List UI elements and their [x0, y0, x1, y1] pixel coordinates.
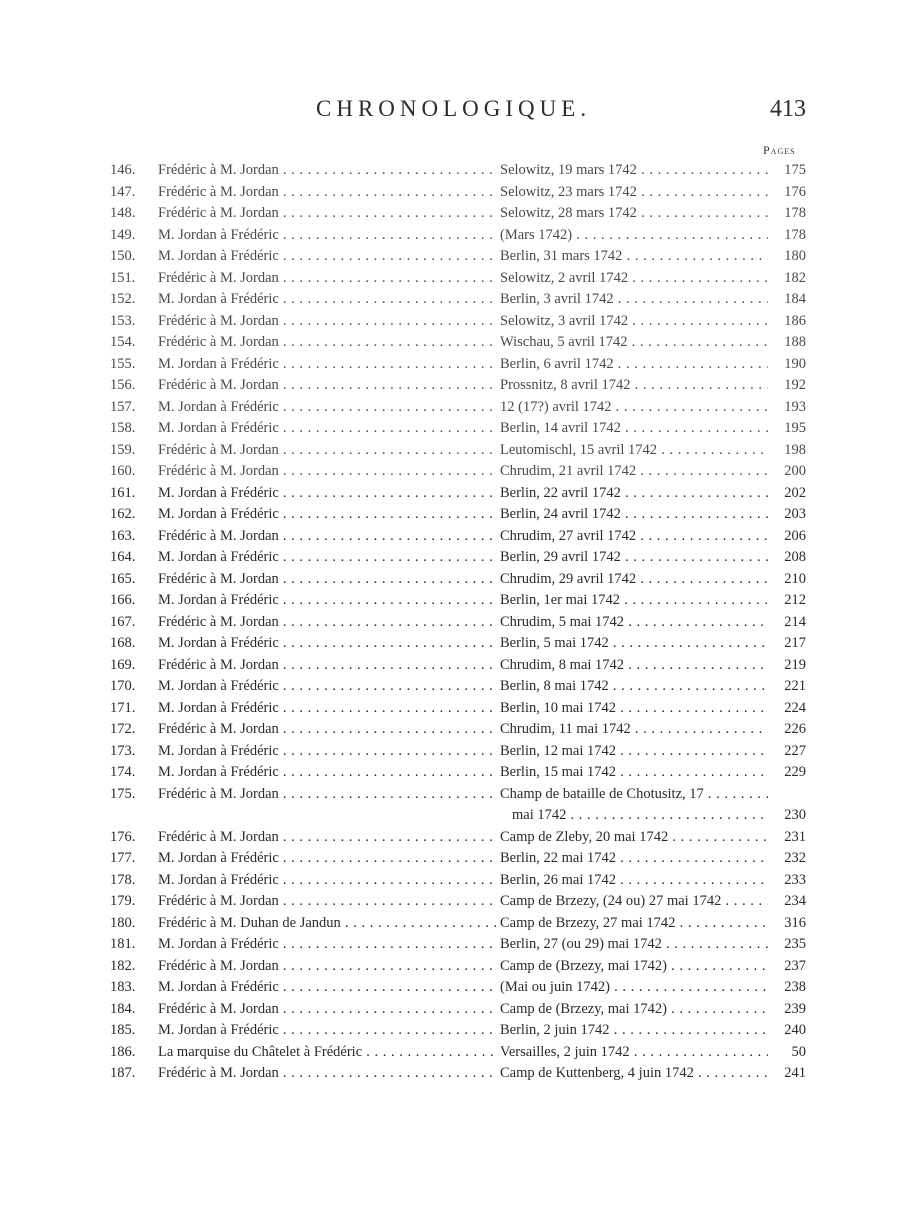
entry-number: 161. — [110, 484, 136, 501]
table-row — [0, 633, 900, 655]
letter-title: M. Jordan à Frédéric . . . — [158, 698, 496, 720]
table-row — [0, 246, 900, 268]
place-date: (Mars 1742) . . . — [500, 225, 768, 247]
entry-number: 152. — [110, 291, 136, 307]
letter-title: M. Jordan à Frédéric . . . — [158, 289, 496, 311]
table-row — [0, 483, 900, 505]
letter-title: M. Jordan à Frédéric . . . — [158, 676, 496, 698]
table-row — [0, 182, 900, 204]
table-row — [0, 784, 900, 827]
entry-number: 151. — [110, 269, 136, 286]
page-ref: 186 — [784, 312, 806, 329]
letter-title: Frédéric à M. Jordan . . . — [158, 311, 496, 333]
table-row — [0, 999, 900, 1021]
running-head — [0, 96, 900, 126]
entry-number: 148. — [110, 205, 136, 221]
table-row — [0, 504, 900, 526]
table-row — [0, 225, 900, 247]
entry-number: 178. — [110, 871, 136, 888]
entry-number: 149. — [110, 226, 136, 243]
entry-number: 162. — [110, 506, 136, 522]
page-ref: 232 — [784, 850, 806, 866]
letter-title: M. Jordan à Frédéric . . . — [158, 225, 496, 247]
place-date: Berlin, 15 mai 1742 . . . — [500, 762, 768, 784]
entry-number: 150. — [110, 248, 136, 264]
letter-title: Frédéric à M. Jordan . . . — [158, 160, 496, 182]
letter-title: M. Jordan à Frédéric . . . — [158, 977, 496, 999]
page-ref: 208 — [784, 549, 806, 565]
entry-number: 164. — [110, 549, 136, 565]
page-ref: 50 — [791, 1043, 806, 1060]
page-ref: 175 — [784, 162, 806, 178]
letter-title: Frédéric à M. Jordan . . . — [158, 612, 496, 634]
entry-number: 168. — [110, 635, 136, 651]
place-date: Berlin, 1er mai 1742 . . . — [500, 590, 768, 612]
page-ref: 198 — [784, 441, 806, 458]
table-row — [0, 1020, 900, 1042]
table-row — [0, 569, 900, 591]
letter-title: Frédéric à M. Jordan . . . — [158, 719, 496, 741]
place-date: (Mai ou juin 1742) . . . — [500, 977, 768, 999]
entry-number: 181. — [110, 936, 136, 952]
table-row — [0, 1042, 900, 1064]
table-row — [0, 332, 900, 354]
place-date: Berlin, 8 mai 1742 . . . — [500, 676, 768, 698]
page-ref: 231 — [784, 828, 806, 845]
page-ref: 234 — [784, 893, 806, 909]
entry-number: 163. — [110, 527, 136, 544]
table-row — [0, 612, 900, 634]
page-number: 413 — [770, 96, 806, 122]
page-ref: 241 — [784, 1065, 806, 1081]
table-row — [0, 956, 900, 978]
chronological-table — [0, 160, 900, 1085]
place-date: Prossnitz, 8 avril 1742 . . . — [500, 375, 768, 397]
page-ref: 180 — [784, 248, 806, 264]
entry-number: 169. — [110, 656, 136, 673]
page-ref: 238 — [784, 979, 806, 995]
entry-number: 186. — [110, 1043, 136, 1060]
table-row — [0, 741, 900, 763]
page-ref: 240 — [784, 1022, 806, 1038]
page-ref: 239 — [784, 1000, 806, 1017]
table-row — [0, 397, 900, 419]
place-date: Berlin, 26 mai 1742 . . . — [500, 870, 768, 892]
page-ref: 176 — [784, 183, 806, 200]
page-ref: 226 — [784, 721, 806, 737]
table-row — [0, 590, 900, 612]
place-date: Berlin, 14 avril 1742 . . . — [500, 418, 768, 440]
place-date: Berlin, 22 avril 1742 . . . — [500, 483, 768, 505]
page-ref: 230 — [784, 807, 806, 823]
letter-title: M. Jordan à Frédéric . . . — [158, 397, 496, 419]
entry-number: 172. — [110, 721, 136, 737]
page-ref: 190 — [784, 355, 806, 372]
page-ref: 212 — [784, 592, 806, 608]
place-date: Chrudim, 11 mai 1742 . . . — [500, 719, 768, 741]
letter-title: M. Jordan à Frédéric . . . — [158, 590, 496, 612]
place-date: Chrudim, 29 avril 1742 . . . — [500, 569, 768, 591]
letter-title: Frédéric à M. Jordan . . . — [158, 1063, 496, 1085]
entry-number: 167. — [110, 613, 136, 630]
table-row — [0, 827, 900, 849]
place-date: Berlin, 29 avril 1742 . . . — [500, 547, 768, 569]
place-date: Champ de bataille de Chotusitz, 17 . . . — [500, 784, 768, 806]
entry-number: 165. — [110, 570, 136, 587]
table-row — [0, 311, 900, 333]
page-ref: 217 — [784, 635, 806, 651]
entry-number: 187. — [110, 1065, 136, 1081]
page-ref: 214 — [784, 613, 806, 630]
table-row — [0, 977, 900, 999]
table-row — [0, 289, 900, 311]
letter-title: Frédéric à M. Jordan . . . — [158, 440, 496, 462]
place-date: Chrudim, 21 avril 1742 . . . — [500, 461, 768, 483]
page-ref: 224 — [784, 699, 806, 716]
page-ref: 202 — [784, 484, 806, 501]
letter-title: Frédéric à M. Jordan . . . — [158, 461, 496, 483]
table-row — [0, 762, 900, 784]
entry-number: 185. — [110, 1022, 136, 1038]
entry-number: 176. — [110, 828, 136, 845]
page-ref: 178 — [784, 205, 806, 221]
place-date: Berlin, 2 juin 1742 . . . — [500, 1020, 768, 1042]
running-title: CHRONOLOGIQUE. — [316, 96, 592, 121]
place-date: Chrudim, 5 mai 1742 . . . — [500, 612, 768, 634]
place-date: Chrudim, 27 avril 1742 . . . — [500, 526, 768, 548]
entry-number: 183. — [110, 979, 136, 995]
entry-number: 159. — [110, 441, 136, 458]
table-row — [0, 913, 900, 935]
table-row — [0, 461, 900, 483]
letter-title: M. Jordan à Frédéric . . . — [158, 246, 496, 268]
entry-number: 177. — [110, 850, 136, 866]
place-date: Camp de Brzezy, 27 mai 1742 . . . — [500, 913, 768, 935]
entry-number: 160. — [110, 463, 136, 479]
table-row — [0, 375, 900, 397]
letter-title: Frédéric à M. Jordan . . . — [158, 999, 496, 1021]
letter-title: M. Jordan à Frédéric . . . — [158, 1020, 496, 1042]
page-ref: 178 — [784, 226, 806, 243]
letter-title: M. Jordan à Frédéric . . . — [158, 934, 496, 956]
page-ref: 182 — [784, 269, 806, 286]
place-date: Camp de (Brzezy, mai 1742) . . . — [500, 956, 768, 978]
table-row — [0, 891, 900, 913]
letter-title: M. Jordan à Frédéric . . . — [158, 483, 496, 505]
letter-title: Frédéric à M. Jordan . . . — [158, 655, 496, 677]
entry-number: 180. — [110, 914, 136, 931]
entry-number: 184. — [110, 1000, 136, 1017]
table-row — [0, 440, 900, 462]
table-row — [0, 719, 900, 741]
place-date: Berlin, 12 mai 1742 . . . — [500, 741, 768, 763]
entry-number: 179. — [110, 893, 136, 909]
place-date: Berlin, 31 mars 1742 . . . — [500, 246, 768, 268]
place-date: Berlin, 3 avril 1742 . . . — [500, 289, 768, 311]
table-row — [0, 418, 900, 440]
entry-number: 155. — [110, 355, 136, 372]
letter-title: M. Jordan à Frédéric . . . — [158, 504, 496, 526]
page-ref: 206 — [784, 527, 806, 544]
entry-number: 147. — [110, 183, 136, 200]
table-row — [0, 354, 900, 376]
letter-title: M. Jordan à Frédéric . . . — [158, 418, 496, 440]
entry-number: 170. — [110, 678, 136, 694]
place-date: Versailles, 2 juin 1742 . . . — [500, 1042, 768, 1064]
place-date: Berlin, 22 mai 1742 . . . — [500, 848, 768, 870]
letter-title: M. Jordan à Frédéric . . . — [158, 633, 496, 655]
page-ref: 219 — [784, 656, 806, 673]
page-ref: 235 — [784, 936, 806, 952]
letter-title: M. Jordan à Frédéric . . . — [158, 547, 496, 569]
entry-number: 156. — [110, 377, 136, 393]
letter-title: Frédéric à M. Jordan . . . — [158, 375, 496, 397]
letter-title: Frédéric à M. Jordan . . . — [158, 569, 496, 591]
page-ref: 193 — [784, 398, 806, 415]
page-ref: 316 — [784, 914, 806, 931]
entry-number: 174. — [110, 764, 136, 780]
place-date: Berlin, 24 avril 1742 . . . — [500, 504, 768, 526]
entry-number: 153. — [110, 312, 136, 329]
place-date: Chrudim, 8 mai 1742 . . . — [500, 655, 768, 677]
place-date-continued: mai 1742 . . . — [512, 805, 768, 827]
table-row — [0, 268, 900, 290]
pages-column-label: Pages — [763, 143, 796, 157]
table-row — [0, 934, 900, 956]
page-ref: 210 — [784, 570, 806, 587]
place-date: Camp de Kuttenberg, 4 juin 1742 . . . — [500, 1063, 768, 1085]
entry-number: 173. — [110, 742, 136, 759]
page-ref: 237 — [784, 957, 806, 974]
entry-number: 158. — [110, 420, 136, 436]
place-date: Selowitz, 3 avril 1742 . . . — [500, 311, 768, 333]
letter-title: M. Jordan à Frédéric . . . — [158, 870, 496, 892]
table-row — [0, 655, 900, 677]
table-row — [0, 676, 900, 698]
place-date: Berlin, 27 (ou 29) mai 1742 . . . — [500, 934, 768, 956]
table-row — [0, 547, 900, 569]
entry-number: 182. — [110, 957, 136, 974]
table-row — [0, 526, 900, 548]
place-date: Wischau, 5 avril 1742 . . . — [500, 332, 768, 354]
letter-title: M. Jordan à Frédéric . . . — [158, 762, 496, 784]
letter-title: Frédéric à M. Jordan . . . — [158, 182, 496, 204]
place-date: Berlin, 6 avril 1742 . . . — [500, 354, 768, 376]
table-row — [0, 698, 900, 720]
place-date: Camp de (Brzezy, mai 1742) . . . — [500, 999, 768, 1021]
letter-title: M. Jordan à Frédéric . . . — [158, 848, 496, 870]
table-row — [0, 848, 900, 870]
letter-title: Frédéric à M. Jordan . . . — [158, 526, 496, 548]
page-ref: 233 — [784, 871, 806, 888]
letter-title: Frédéric à M. Jordan . . . — [158, 332, 496, 354]
entry-number: 166. — [110, 592, 136, 608]
place-date: Selowitz, 2 avril 1742 . . . — [500, 268, 768, 290]
letter-title: Frédéric à M. Jordan . . . — [158, 784, 496, 806]
letter-title: Frédéric à M. Duhan de Jandun . . . — [158, 913, 496, 935]
table-row — [0, 160, 900, 182]
place-date: Selowitz, 23 mars 1742 . . . — [500, 182, 768, 204]
place-date: 12 (17?) avril 1742 . . . — [500, 397, 768, 419]
page-ref: 184 — [784, 291, 806, 307]
page-ref: 200 — [784, 463, 806, 479]
letter-title: Frédéric à M. Jordan . . . — [158, 268, 496, 290]
page-ref: 195 — [784, 420, 806, 436]
letter-title: Frédéric à M. Jordan . . . — [158, 827, 496, 849]
table-row — [0, 870, 900, 892]
letter-title: Frédéric à M. Jordan . . . — [158, 203, 496, 225]
entry-number: 171. — [110, 699, 136, 716]
letter-title: Frédéric à M. Jordan . . . — [158, 956, 496, 978]
place-date: Selowitz, 28 mars 1742 . . . — [500, 203, 768, 225]
place-date: Camp de Brzezy, (24 ou) 27 mai 1742 . . . — [500, 891, 768, 913]
place-date: Berlin, 10 mai 1742 . . . — [500, 698, 768, 720]
page-ref: 188 — [784, 334, 806, 350]
entry-number: 154. — [110, 334, 136, 350]
place-date: Selowitz, 19 mars 1742 . . . — [500, 160, 768, 182]
place-date: Camp de Zleby, 20 mai 1742 . . . — [500, 827, 768, 849]
letter-title: Frédéric à M. Jordan . . . — [158, 891, 496, 913]
entry-number: 157. — [110, 398, 136, 415]
page-ref: 227 — [784, 742, 806, 759]
page-ref: 221 — [784, 678, 806, 694]
letter-title: M. Jordan à Frédéric . . . — [158, 741, 496, 763]
place-date: Leutomischl, 15 avril 1742 . . . — [500, 440, 768, 462]
page-ref: 203 — [784, 506, 806, 522]
table-row — [0, 203, 900, 225]
page-ref: 192 — [784, 377, 806, 393]
page-ref: 229 — [784, 764, 806, 780]
place-date: Berlin, 5 mai 1742 . . . — [500, 633, 768, 655]
entry-number: 175. — [110, 785, 136, 802]
letter-title: M. Jordan à Frédéric . . . — [158, 354, 496, 376]
letter-title: La marquise du Châtelet à Frédéric . . . — [158, 1042, 496, 1064]
table-row — [0, 1063, 900, 1085]
entry-number: 146. — [110, 162, 136, 178]
